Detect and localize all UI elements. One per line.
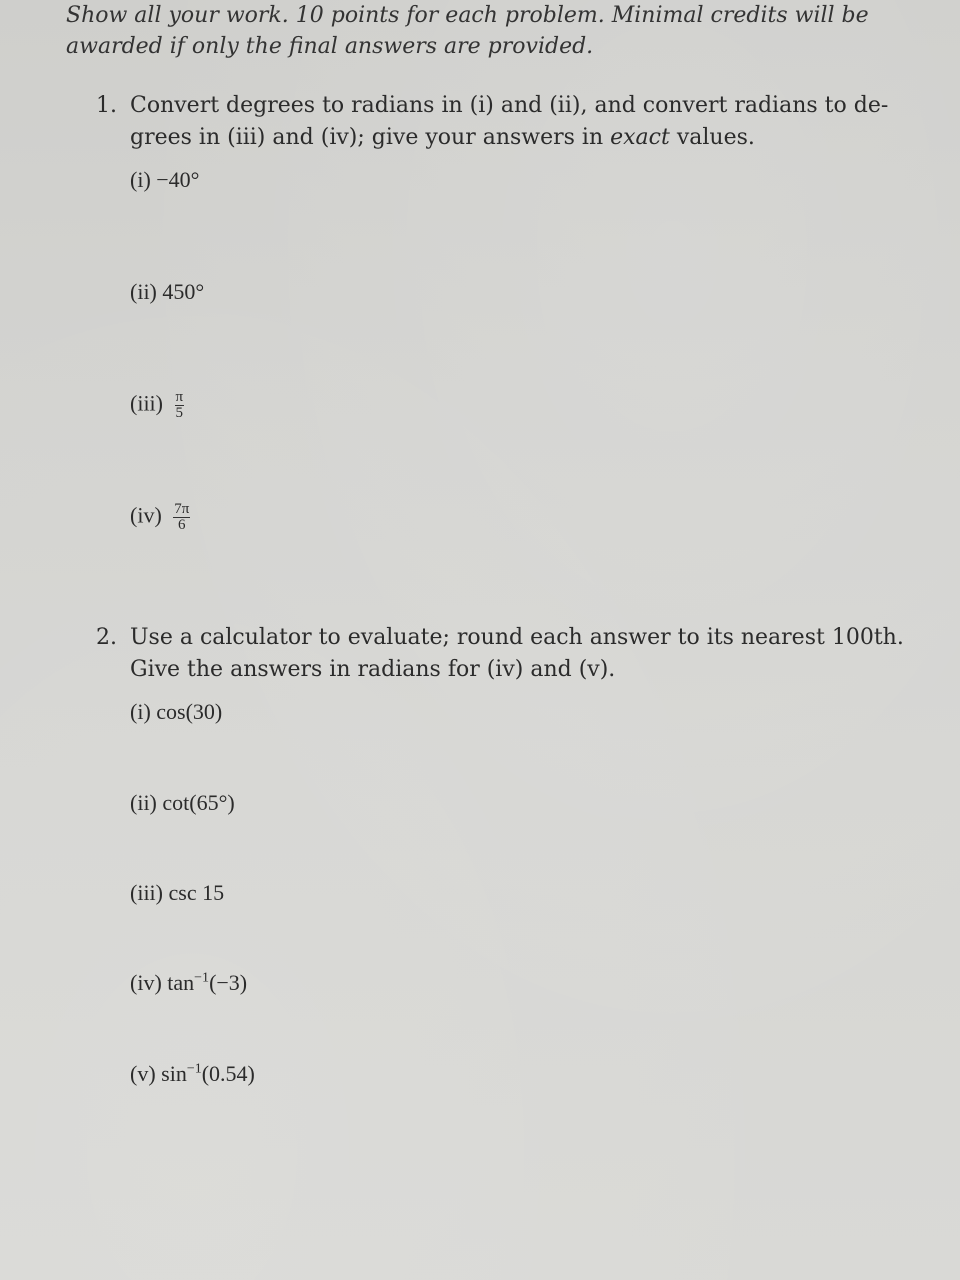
problem-2-part-iii: (iii) csc 15 xyxy=(130,880,225,905)
problem-1-line-2-end: values. xyxy=(669,125,755,150)
instructions-line-1: Show all your work. 10 points for each problem. Minimal credits will be xyxy=(66,3,869,28)
problem-2-part-iv xyxy=(130,970,247,996)
fraction-denominator: 6 xyxy=(178,517,186,533)
problem-2-part-v-func: (v) sin xyxy=(130,1061,187,1086)
problem-2-part-iv-func: (iv) tan xyxy=(130,970,195,995)
problem-2-line-2: Give the answers in radians for (iv) and (v). xyxy=(130,657,616,682)
fraction-denominator: 5 xyxy=(175,405,184,421)
problem-2-part-ii: (ii) cot(65°) xyxy=(130,790,235,815)
problem-1-line-2 xyxy=(130,122,931,154)
problem-2-line-1: Use a calculator to evaluate; round each answer to its nearest 100th. xyxy=(130,625,904,650)
problem-1-part-iv-label: (iv) xyxy=(130,502,162,528)
problem-1-line-1: Convert degrees to radians in (i) and (ii), and convert radians to de- xyxy=(130,93,889,118)
fraction-7pi-over-6 xyxy=(173,502,190,533)
problem-2-part-i: (i) cos(30) xyxy=(130,699,223,724)
problem-1-statement xyxy=(130,90,931,154)
problem-1-number: 1. xyxy=(96,93,117,118)
fraction-numerator: π xyxy=(175,389,184,405)
inverse-exponent: −1 xyxy=(194,970,210,986)
problem-1-part-iii-label: (iii) xyxy=(130,390,163,416)
problem-1-part-iii xyxy=(130,390,184,421)
instructions xyxy=(66,0,936,62)
inverse-exponent: −1 xyxy=(186,1061,202,1077)
problem-1 xyxy=(96,90,931,154)
problem-2-part-v xyxy=(130,1061,255,1087)
problem-1-line-2-start: grees in (iii) and (iv); give your answers in xyxy=(130,125,611,150)
problem-2-part-iv-arg: (−3) xyxy=(209,970,248,995)
problem-2-part-v-arg: (0.54) xyxy=(201,1061,255,1086)
problem-1-emphasis: exact xyxy=(610,125,670,150)
problem-2 xyxy=(96,622,931,686)
instructions-line-2: awarded if only the final answers are provided. xyxy=(66,34,594,59)
fraction-numerator: 7π xyxy=(174,501,190,517)
problem-2-statement xyxy=(130,622,931,686)
fraction-pi-over-5 xyxy=(175,390,185,421)
problem-1-part-ii: (ii) 450° xyxy=(130,279,205,304)
problem-2-number: 2. xyxy=(96,625,117,650)
problem-1-part-iv xyxy=(130,502,190,533)
problem-1-part-i: (i) −40° xyxy=(130,167,200,192)
